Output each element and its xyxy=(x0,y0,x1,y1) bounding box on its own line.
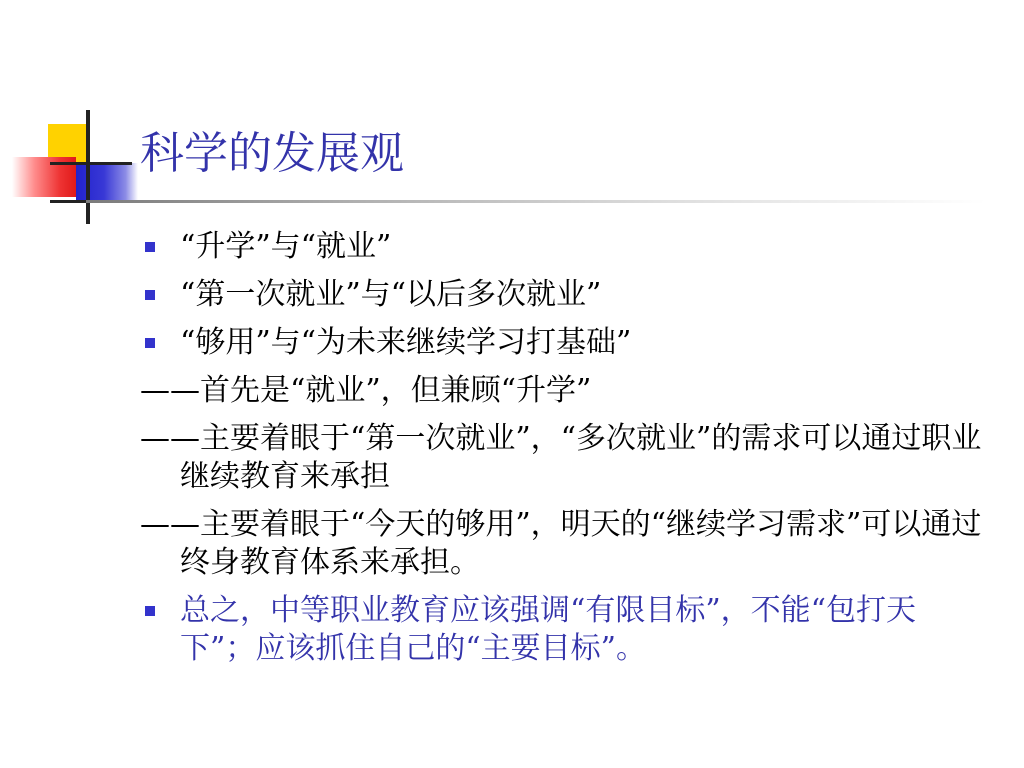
bullet-text: “第一次就业”与“以后多次就业” xyxy=(180,277,602,312)
dash-line: ——首先是“就业”，但兼顾“升学” xyxy=(140,373,592,408)
slide-title: 科学的发展观 xyxy=(140,128,404,179)
title-underline xyxy=(86,200,986,203)
decor-vertical-line xyxy=(86,110,90,224)
bullet-item xyxy=(140,324,990,362)
square-bullet-icon xyxy=(145,290,155,300)
bullet-item xyxy=(140,276,990,314)
square-bullet-icon xyxy=(145,606,155,616)
square-bullet-icon xyxy=(145,338,155,348)
dash-line: ——主要着眼于“今天的够用”，明天的“继续学习需求”可以通过终身教育体系来承担。 xyxy=(140,507,982,580)
decor-horizontal-line-lower xyxy=(50,200,90,203)
summary-text: 总之，中等职业教育应该强调“有限目标”，不能“包打天下”；应该抓住自己的“主要目标”。 xyxy=(180,593,917,666)
bullet-text: “升学”与“就业” xyxy=(180,229,392,264)
summary-item xyxy=(140,592,990,668)
square-bullet-icon xyxy=(145,242,155,252)
dash-line: ——主要着眼于“第一次就业”，“多次就业”的需求可以通过职业继续教育来承担 xyxy=(140,421,982,494)
bullet-text: “够用”与“为未来继续学习打基础” xyxy=(180,325,632,360)
decor-horizontal-line xyxy=(50,162,132,165)
bullet-item xyxy=(140,228,990,266)
slide-body xyxy=(140,228,990,678)
